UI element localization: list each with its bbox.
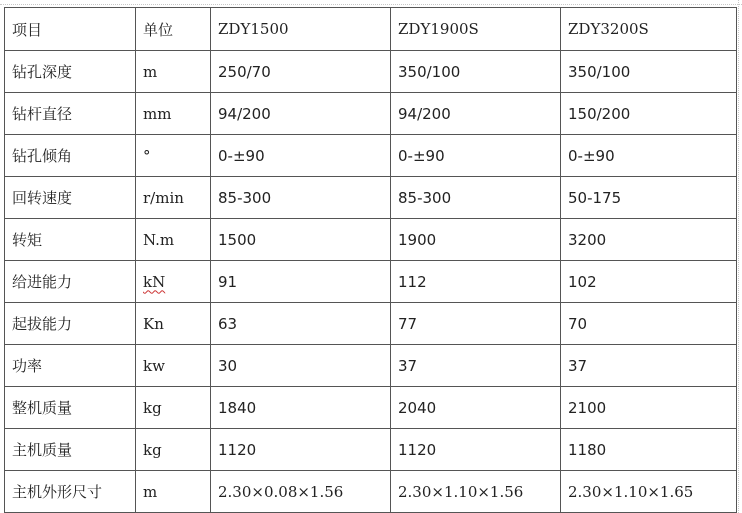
header-cell-model-2[interactable]: ZDY1900S: [391, 8, 561, 51]
row-value[interactable]: 50-175: [561, 177, 737, 219]
row-value[interactable]: 3200: [561, 219, 737, 261]
row-label[interactable]: 钻杆直径: [5, 93, 136, 135]
table-row: [5, 387, 737, 429]
row-value[interactable]: 85-300: [211, 177, 391, 219]
row-unit[interactable]: kg: [136, 429, 211, 471]
row-label[interactable]: 主机质量: [5, 429, 136, 471]
table-row: [5, 51, 737, 93]
row-value[interactable]: 2.30×1.10×1.56: [391, 471, 561, 513]
spellcheck-unit: kN: [143, 272, 166, 291]
row-value[interactable]: 0-±90: [211, 135, 391, 177]
row-label[interactable]: 主机外形尺寸: [5, 471, 136, 513]
header-cell-unit[interactable]: 单位: [136, 8, 211, 51]
table-row: [5, 471, 737, 513]
row-value[interactable]: 0-±90: [391, 135, 561, 177]
row-value[interactable]: 1900: [391, 219, 561, 261]
row-value[interactable]: 2040: [391, 387, 561, 429]
row-value[interactable]: 1840: [211, 387, 391, 429]
row-value[interactable]: 94/200: [391, 93, 561, 135]
header-row: [5, 8, 737, 51]
row-label[interactable]: 钻孔深度: [5, 51, 136, 93]
row-unit[interactable]: mm: [136, 93, 211, 135]
table-row: [5, 345, 737, 387]
page-guide-top: [0, 4, 742, 5]
row-unit[interactable]: m: [136, 471, 211, 513]
row-value[interactable]: 94/200: [211, 93, 391, 135]
row-unit[interactable]: N.m: [136, 219, 211, 261]
row-value[interactable]: 112: [391, 261, 561, 303]
row-label[interactable]: 起拔能力: [5, 303, 136, 345]
row-value[interactable]: 85-300: [391, 177, 561, 219]
header-cell-item[interactable]: 项目: [5, 8, 136, 51]
table-row: [5, 219, 737, 261]
row-value[interactable]: 37: [561, 345, 737, 387]
row-label[interactable]: 钻孔倾角: [5, 135, 136, 177]
row-label[interactable]: 整机质量: [5, 387, 136, 429]
row-unit[interactable]: kw: [136, 345, 211, 387]
table-row: [5, 135, 737, 177]
table-row: [5, 93, 737, 135]
header-cell-model-3[interactable]: ZDY3200S: [561, 8, 737, 51]
row-label[interactable]: 转矩: [5, 219, 136, 261]
table-row: [5, 261, 737, 303]
row-value[interactable]: 30: [211, 345, 391, 387]
row-value[interactable]: 102: [561, 261, 737, 303]
row-value[interactable]: 2100: [561, 387, 737, 429]
row-value[interactable]: 250/70: [211, 51, 391, 93]
row-unit[interactable]: r/min: [136, 177, 211, 219]
spec-table[interactable]: [4, 7, 737, 513]
row-unit[interactable]: Kn: [136, 303, 211, 345]
row-label[interactable]: 功率: [5, 345, 136, 387]
row-value[interactable]: 2.30×0.08×1.56: [211, 471, 391, 513]
row-value[interactable]: 350/100: [391, 51, 561, 93]
table-row: [5, 303, 737, 345]
row-unit[interactable]: °: [136, 135, 211, 177]
row-value[interactable]: 37: [391, 345, 561, 387]
row-unit[interactable]: [136, 261, 211, 303]
table-row: [5, 429, 737, 471]
row-value[interactable]: 0-±90: [561, 135, 737, 177]
row-value[interactable]: 2.30×1.10×1.65: [561, 471, 737, 513]
row-value[interactable]: 150/200: [561, 93, 737, 135]
row-value[interactable]: 1120: [211, 429, 391, 471]
row-unit[interactable]: kg: [136, 387, 211, 429]
page-guide-right: [738, 0, 739, 513]
row-value[interactable]: 70: [561, 303, 737, 345]
row-value[interactable]: 1120: [391, 429, 561, 471]
row-value[interactable]: 350/100: [561, 51, 737, 93]
row-label[interactable]: 给进能力: [5, 261, 136, 303]
row-value[interactable]: 91: [211, 261, 391, 303]
header-cell-model-1[interactable]: ZDY1500: [211, 8, 391, 51]
row-value[interactable]: 1180: [561, 429, 737, 471]
row-unit[interactable]: m: [136, 51, 211, 93]
row-value[interactable]: 1500: [211, 219, 391, 261]
row-label[interactable]: 回转速度: [5, 177, 136, 219]
table-row: [5, 177, 737, 219]
row-value[interactable]: 77: [391, 303, 561, 345]
row-value[interactable]: 63: [211, 303, 391, 345]
